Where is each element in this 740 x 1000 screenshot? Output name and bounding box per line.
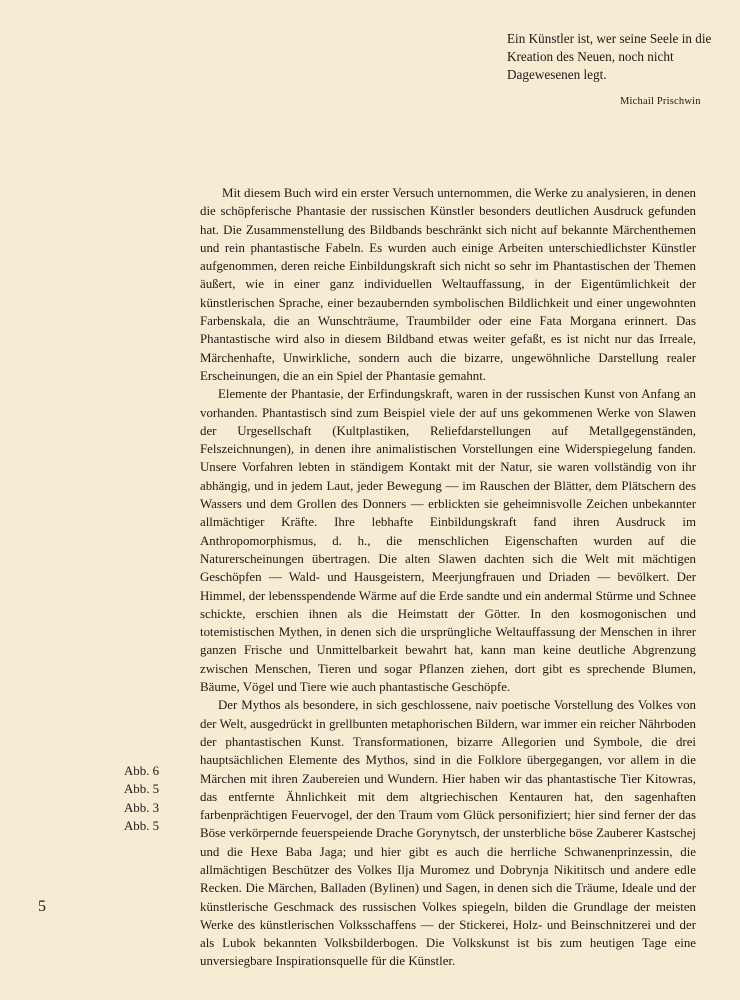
margin-figure-references — [124, 762, 159, 835]
paragraph-2: Elemente der Phantasie, der Erfindungskraft, waren in der russischen Kunst von Anfang an vorhanden. Phantastisch sind zum Beispiel viele der auf uns gekommenen Werke von Slawen der Urgesellschaft (Kultplastiken, Reliefdarstellungen auf Metallgegenständen, Felszeichnungen), in denen ihre animalistischen Vorstellungen eine Widerspiegelung fanden. Unsere Vorfahren lebten in ständigem Kontakt mit der Natur, sie waren vollständig von ihr abhängig, und in jedem Laut, jeder Bewegung — im Rauschen der Blätter, dem Plätschern des Wassers und dem Grollen des Donners — erblickten sie geheimnisvolle Zeichen unbekannter allmächtiger Kräfte. Ihre lebhafte Einbildungskraft fand ihren Ausdruck im Anthropomorphismus, d. h., die menschlichen Eigenschaften wurden auf die Naturerscheinungen übertragen. Die alten Slawen dachten sich die Welt mit mächtigen Geschöpfen — Wald- und Hausgeistern, Meerjungfrauen und Driaden — bevölkert. Der Himmel, der lebensspendende Wärme auf die Erde sandte und ein andermal Stürme und Schnee schickte, erschien ihnen als die Heimstatt der Götter. In den kosmogonischen und totemistischen Mythen, in denen sich die ursprüngliche Weltauffassung der Menschen in ihrer ganzen Frische und Unmittelbarkeit bewahrt hat, kann man keine deutliche Abgrenzung zwischen Menschen, Tieren und sogar Pflanzen ziehen, dort gibt es sprechende Blumen, Bäume, Vögel und Tiere wie auch phantastische Geschöpfe. — [200, 387, 696, 695]
paragraph-3: Der Mythos als besondere, in sich geschlossene, naiv poetische Vorstellung des Volkes von der Welt, ausgedrückt in grellbunten metaphorischen Bildern, war immer ein reicher Nährboden der phantastischen Kunst. Transformationen, bizarre Allegorien und Symbole, die drei hauptsächlichen Elemente des Mythos, sind in die Folklore übergegangen, vor allem in die Märchen mit ihren Zaubereien und Wundern. Hier haben wir das phantastische Tier Kitowras, das entfernte Ähnlichkeit mit dem altgriechischen Kentauren hat, den sagenhaften farbenprächtigen Feuervogel, der den Traum vom Glück personifiziert; hier sind ferner der das Böse verkörpernde feuerspeiende Drache Gorynytsch, der unsterbliche böse Zauberer Kastschej und die Hexe Baba Jaga; und hier gibt es auch die herrliche Schwanenprinzessin, die allmächtigen Beschützer des Volkes Ilja Muromez und Dobrynja Nikititsch und andere edle Recken. Die Märchen, Balladen (Bylinen) und Sagen, in denen sich die Träume, Ideale und der künstlerische Geschmack des russischen Volkes spiegeln, bilden die Grundlage der meisten Werke des künstlerischen Volksschaffens — der Stickerei, Holz- und Beinschnitzerei und der als Lubok bekannten Volksbilderbogen. Die Volkskunst ist bis zum heutigen Tage eine unversiegbare Inspirationsquelle für die Künstler. — [200, 698, 696, 969]
epigraph-quote: Ein Künstler ist, wer seine Seele in die Kreation des Neuen, noch nicht Dagewesenen legt. — [507, 31, 712, 82]
paragraph-1: Mit diesem Buch wird ein erster Versuch unternommen, die Werke zu analysieren, in denen die schöpferische Phantasie der russischen Künstler besonders deutlichen Ausdruck gefunden hat. Die Zusammenstellung des Bildbands beschränkt sich nicht auf bekannte Märchenthemen und rein phantastische Fabeln. Es wurden auch einige Arbeiten unterschiedlichster Künstler aufgenommen, deren reiche Einbildungskraft sich nicht so sehr im Phantastischen der Themen äußert, wie in einer ganz individuellen Weltauffassung, in der Eigentümlichkeit der künstlerischen Sprache, einer bezaubernden symbolischen Bildlichkeit und einer ungewohnten Farbenskala, die an Wunschträume, Traumbilder oder eine Fata Morgana erinnert. Das Phantastische wird also in diesem Bildband etwas weiter gefaßt, es ist nicht nur das Irreale, Märchenhafte, Unwirkliche, sondern auch die bizarre, ungewöhnliche Darstellung realer Erscheinungen, die an ein Spiel der Phantasie gemahnt. — [200, 186, 696, 383]
figure-reference: Abb. 5 — [124, 782, 160, 797]
page-number: 5 — [38, 898, 46, 915]
body-text — [200, 184, 696, 971]
figure-reference: Abb. 5 — [124, 818, 160, 833]
figure-reference: Abb. 3 — [124, 800, 160, 815]
epigraph-author: Michail Prischwin — [620, 96, 701, 107]
figure-reference: Abb. 6 — [124, 764, 160, 778]
